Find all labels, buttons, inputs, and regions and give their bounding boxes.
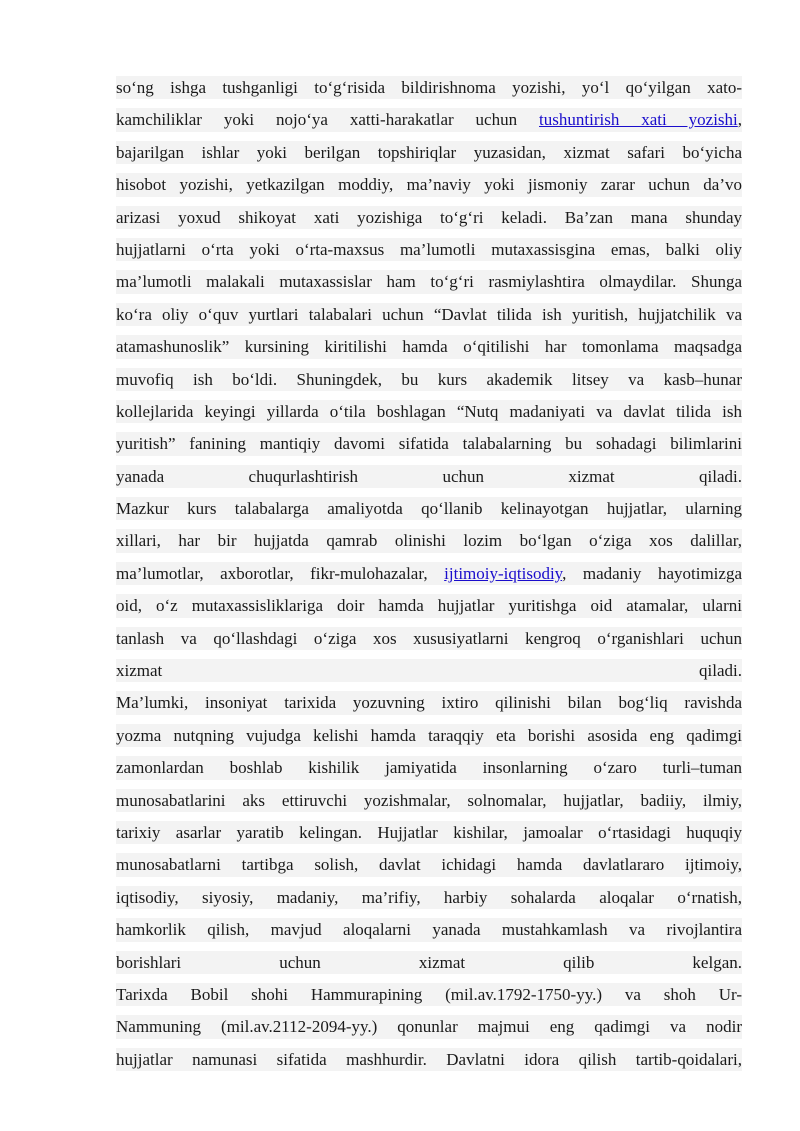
line-text: , bbox=[737, 110, 742, 130]
text-line: hujjatlar namunasi sifatida mashhurdir. Davlatni idora qilish tartib-qoidalari, bbox=[116, 1044, 742, 1076]
text-line: xillari, har bir hujjatda qamrab olinishi lozim bo‘lgan o‘ziga xos dalillar, bbox=[116, 525, 742, 557]
text-line: munosabatlarini aks ettiruvchi yozishmalar, solnomalar, hujjatlar, badiiy, ilmiy, bbox=[116, 785, 742, 817]
text-line: hujjatlarni o‘rta yoki o‘rta-maxsus ma’lumotli mutaxassisgina emas, balki oliy bbox=[116, 234, 742, 266]
text-line bbox=[116, 104, 742, 136]
line-text: ma’lumotlar, axborotlar, fikr-mulohazalar, bbox=[116, 563, 445, 583]
text-line: yuritish” fanining mantiqiy davomi sifatida talabalarning bu sohadagi bilimlarini bbox=[116, 428, 742, 460]
text-line: yozma nutqning vujudga kelishi hamda taraqqiy eta borishi asosida eng qadimgi bbox=[116, 720, 742, 752]
line-text: kamchiliklar yoki nojo‘ya xatti-harakatlar uchun bbox=[116, 110, 540, 130]
body-text bbox=[116, 72, 742, 1076]
text-line: Nammuning (mil.av.2112-2094-yy.) qonunlar majmui eng qadimgi va nodir bbox=[116, 1011, 742, 1043]
text-line: tanlash va qo‘llashdagi o‘ziga xos xususiyatlarni kengroq o‘rganishlari uchun bbox=[116, 623, 742, 655]
hyperlink[interactable]: ijtimoiy-iqtisodiy bbox=[444, 563, 563, 583]
text-line: ko‘ra oliy o‘quv yurtlari talabalari uchun “Davlat tilida ish yuritish, hujjatchilik va bbox=[116, 299, 742, 331]
text-line: hisobot yozishi, yetkazilgan moddiy, ma’naviy yoki jismoniy zarar uchun da’vo bbox=[116, 169, 742, 201]
text-line: munosabatlarni tartibga solish, davlat ichidagi hamda davlatlararo ijtimoiy, bbox=[116, 849, 742, 881]
text-line: kollejlarida keyingi yillarda o‘tila boshlagan “Nutq madaniyati va davlat tilida ish bbox=[116, 396, 742, 428]
text-line bbox=[116, 558, 742, 590]
line-text: , madaniy hayotimizga bbox=[562, 563, 742, 583]
text-line: xizmat qiladi. bbox=[116, 655, 742, 687]
text-line: bajarilgan ishlar yoki berilgan topshiriqlar yuzasidan, xizmat safari bo‘yicha bbox=[116, 137, 742, 169]
text-line: zamonlardan boshlab kishilik jamiyatida insonlarning o‘zaro turli–tuman bbox=[116, 752, 742, 784]
text-line: so‘ng ishga tushganligi to‘g‘risida bildirishnoma yozishi, yo‘l qo‘yilgan xato- bbox=[116, 72, 742, 104]
text-line: oid, o‘z mutaxassisliklariga doir hamda hujjatlar yuritishga oid atamalar, ularni bbox=[116, 590, 742, 622]
text-line: borishlari uchun xizmat qilib kelgan. bbox=[116, 947, 742, 979]
text-line: tarixiy asarlar yaratib kelingan. Hujjatlar kishilar, jamoalar o‘rtasidagi huquqiy bbox=[116, 817, 742, 849]
text-line: Tarixda Bobil shohi Hammurapining (mil.av.1792-1750-yy.) va shoh Ur- bbox=[116, 979, 742, 1011]
text-line: arizasi yoxud shikoyat xati yozishiga to‘g‘ri keladi. Ba’zan mana shunday bbox=[116, 202, 742, 234]
text-line: atamashunoslik” kursining kiritilishi hamda o‘qitilishi har tomonlama maqsadga bbox=[116, 331, 742, 363]
text-line: iqtisodiy, siyosiy, madaniy, ma’rifiy, harbiy sohalarda aloqalar o‘rnatish, bbox=[116, 882, 742, 914]
text-line: Ma’lumki, insoniyat tarixida yozuvning ixtiro qilinishi bilan bog‘liq ravishda bbox=[116, 687, 742, 719]
text-line: muvofiq ish bo‘ldi. Shuningdek, bu kurs akademik litsey va kasb–hunar bbox=[116, 364, 742, 396]
text-line: Mazkur kurs talabalarga amaliyotda qo‘llanib kelinayotgan hujjatlar, ularning bbox=[116, 493, 742, 525]
text-line: ma’lumotli malakali mutaxassislar ham to‘g‘ri rasmiylashtira olmaydilar. Shunga bbox=[116, 266, 742, 298]
text-line: hamkorlik qilish, mavjud aloqalarni yanada mustahkamlash va rivojlantira bbox=[116, 914, 742, 946]
hyperlink[interactable]: tushuntirish xati yozishi bbox=[539, 110, 738, 130]
text-line: yanada chuqurlashtirish uchun xizmat qiladi. bbox=[116, 461, 742, 493]
